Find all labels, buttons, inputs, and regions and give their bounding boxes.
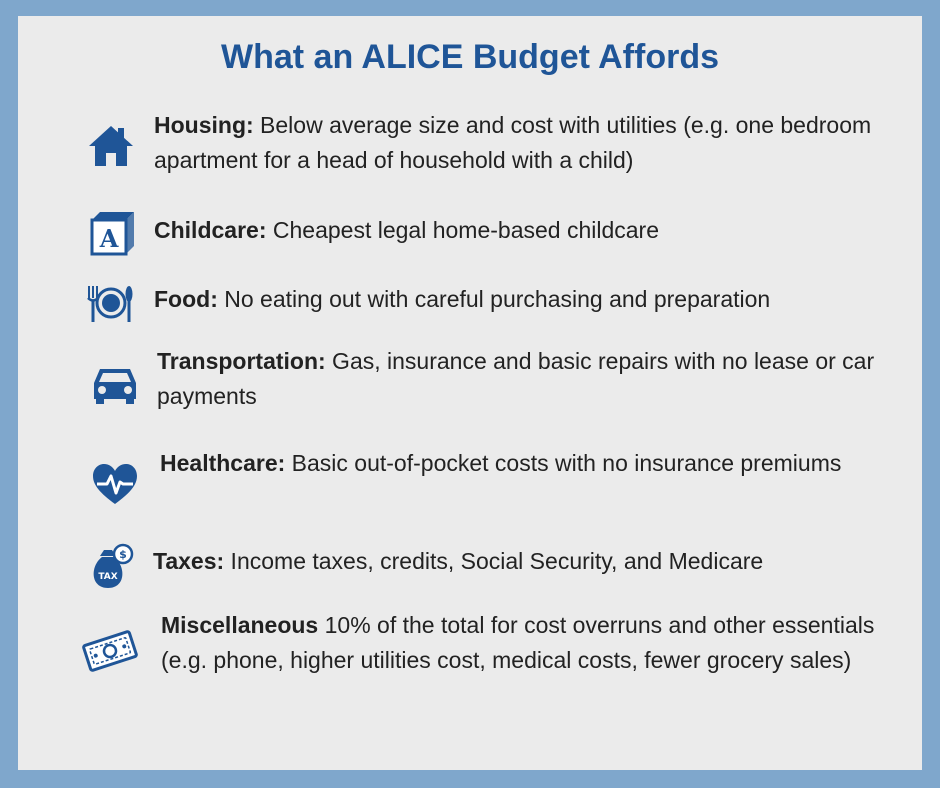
item-description: No eating out with careful purchasing and preparation [217, 286, 771, 312]
item-text [153, 544, 893, 579]
item-label: Housing: [154, 112, 254, 138]
item-description: Cheapest legal home-based childcare [266, 217, 660, 243]
item-description: Income taxes, credits, Social Security, and Medicare [224, 548, 764, 574]
item-text [154, 213, 894, 248]
item-description: Below average size and cost with utilities (e.g. one bedroom apartment for a head of household with a child) [154, 112, 872, 173]
item-text [157, 344, 897, 414]
svg-text:TAX: TAX [98, 572, 118, 582]
item-label: Childcare: [154, 217, 267, 243]
item-text [154, 108, 894, 178]
abc-block-icon [86, 208, 136, 258]
item-text [160, 446, 900, 481]
car-icon [90, 359, 140, 409]
item-label: Healthcare: [160, 450, 286, 476]
item-label: Transportation: [157, 348, 326, 374]
plate-utensils-icon [84, 278, 134, 328]
item-label: Miscellaneous [161, 612, 319, 638]
item-text [154, 282, 894, 317]
item-text [161, 608, 901, 678]
item-description: Basic out-of-pocket costs with no insurance premiums [285, 450, 842, 476]
svg-text:$: $ [119, 548, 127, 561]
house-icon [86, 122, 136, 172]
heart-pulse-icon [90, 460, 140, 510]
item-description: Gas, insurance and basic repairs with no lease or car payments [157, 348, 875, 409]
banknote-icon [82, 626, 138, 676]
page-title: What an ALICE Budget Affords [221, 38, 719, 76]
item-description: 10% of the total for cost overruns and other essentials (e.g. phone, higher utilities cost, medical costs, fewer grocery sales) [161, 612, 875, 673]
money-bag-icon [86, 542, 136, 592]
svg-text:A: A [99, 224, 119, 253]
info-card [18, 16, 922, 770]
item-label: Food: [154, 286, 218, 312]
item-label: Taxes: [153, 548, 225, 574]
